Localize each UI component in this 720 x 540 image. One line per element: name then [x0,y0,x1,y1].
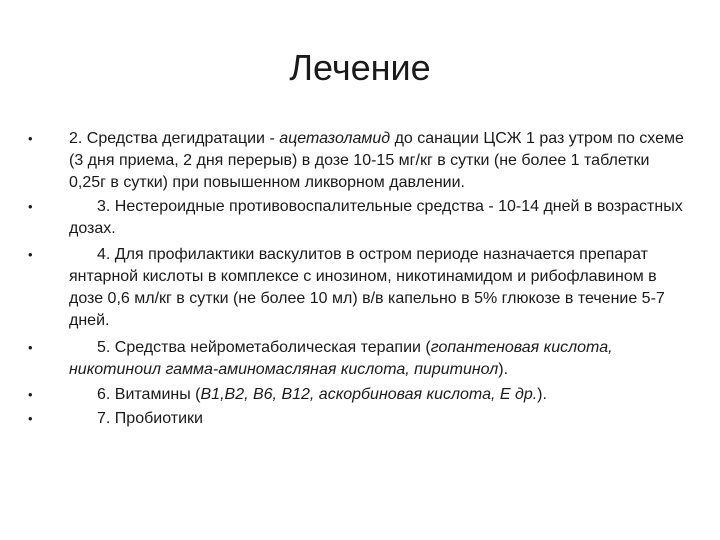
bullet-item [28,384,688,406]
bullet-item [28,244,688,332]
text-segment: 7. Пробиотики [97,410,203,427]
bullet-item [28,196,688,240]
bullet-item [28,408,688,430]
bullet-marker: • [28,387,33,402]
slide-title: Лечение [289,47,431,88]
bullet-marker: • [28,131,33,146]
text-segment: 2. Средства дегидратации - [69,130,280,147]
text-segment: ). [537,386,547,403]
bullet-list [28,128,688,430]
bullet-text [69,339,613,378]
text-segment: 4. Для профилактики васкулитов в остром периоде назначается препарат янтарной кислоты в комплексе с инозином, никотинамидом и рибофлавином в дозе 0,6 мл/кг в сутки (не более 10 мл) в/в капельно в 5% глюкозе в течение 5-7 дней. [69,246,665,329]
bullet-marker: • [28,411,33,426]
bullet-item [28,337,688,381]
italic-text-segment: В1,В2, В6, В12, аскорбиновая кислота, Е др. [200,386,538,403]
text-segment: 5. Средства нейрометаболическая терапии ( [97,339,431,356]
bullet-text [69,246,665,329]
text-segment: 6. Витамины ( [97,386,201,403]
bullet-text [69,198,683,237]
bullet-text [69,410,203,427]
bullet-marker: • [28,199,33,214]
text-segment: до санации ЦСЖ 1 раз утром по схеме (3 дня приема, 2 дня перерыв) в дозе 10-15 мг/кг в сутки (не более 1 таблетки 0,25г в сутки) при повышенном ликворном давлении. [69,130,684,191]
italic-text-segment: гопантеновая кислота, никотиноил гамма-аминомасляная кислота, пиритинол [69,339,613,378]
text-segment: ). [498,361,509,378]
bullet-item [28,128,688,194]
bullet-text [69,386,547,403]
italic-text-segment: ацетазоламид [279,130,391,147]
bullet-marker: • [28,340,33,355]
bullet-text [69,130,684,191]
bullet-marker: • [28,247,33,262]
text-segment: 3. Нестероидные противовоспалительные средства - 10-14 дней в возрастных дозах. [69,198,683,237]
